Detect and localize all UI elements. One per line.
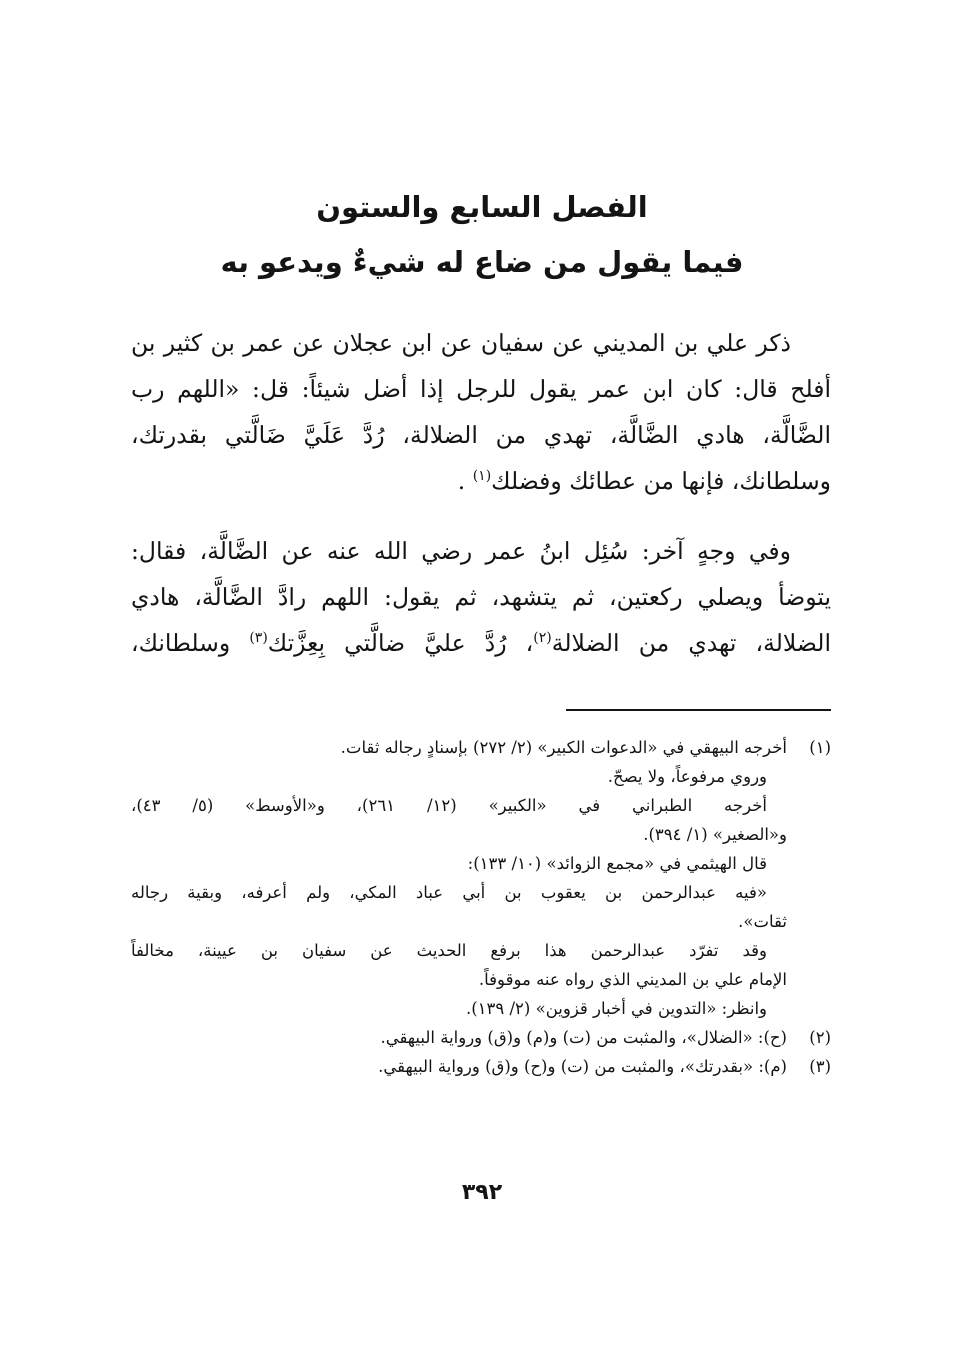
- footnote-1-line-7: ثقات».: [738, 912, 787, 931]
- paragraph-1-line-3: الضَّالَّة، هادي الضَّالَّة، تهدي من الضلالة، رُدَّ عَلَيَّ ضَالَّتي بقدرتك،: [131, 421, 831, 449]
- paragraph-1: [131, 320, 831, 504]
- paragraph-2: [131, 528, 831, 666]
- paragraph-2-line-1: وفي وجهٍ آخر: سُئِل ابنُ عمر رضي الله عنه عن الضَّالَّة، فقال:: [131, 537, 791, 565]
- footnote-1-line-5: قال الهيثمي في «مجمع الزوائد» (١٠/ ١٣٣):: [467, 854, 767, 873]
- footnote-3: [131, 1052, 831, 1081]
- footnote-1-line-3: أخرجه الطبراني في «الكبير» (١٢/ ٢٦١)، و«الأوسط» (٥/ ٤٣)،: [131, 796, 767, 815]
- footnote-ref-3[interactable]: (٣): [249, 630, 268, 647]
- footnote-2: [131, 1023, 831, 1052]
- footnote-3-text: (م): «بقدرتك»، والمثبت من (ت) و(ح) و(ق) ورواية البيهقي.: [378, 1057, 787, 1076]
- paragraph-2-line-3: [131, 620, 831, 666]
- footnote-3-number: (٣): [809, 1057, 831, 1076]
- footnote-1-line-4: و«الصغير» (١/ ٣٩٤).: [643, 825, 787, 844]
- page-number: ٣٩٢: [461, 1180, 503, 1205]
- footnote-1-text-1: أخرجه البيهقي في «الدعوات الكبير» (٢/ ٢٧٢) بإسنادٍ رجاله ثقات.: [340, 738, 787, 757]
- footnote-1-number: (١): [809, 738, 831, 757]
- paragraph-2-line-3-part-a: الضلالة، تهدي من الضلالة: [551, 629, 831, 657]
- footnote-ref-2[interactable]: (٢): [533, 630, 552, 647]
- footnotes: [131, 733, 831, 1081]
- paragraph-2-line-3-part-c: وسلطانك،: [131, 629, 250, 657]
- paragraph-2-line-3-part-b: ، رُدَّ عليَّ ضالَّتي بِعِزَّتك: [267, 629, 534, 657]
- paragraph-1-line-2: أفلح قال: كان ابن عمر يقول للرجل إذا أضل شيئاً: قل: «اللهم رب: [131, 375, 831, 403]
- paragraph-1-line-1: ذكر علي بن المديني عن سفيان عن ابن عجلان عن عمر بن كثير بن: [131, 329, 791, 357]
- paragraph-1-line-4-end: .: [457, 467, 466, 495]
- footnote-1-line-1: [131, 733, 831, 762]
- footnote-1-line-10: وانظر: «التدوين في أخبار قزوين» (٢/ ١٣٩).: [465, 999, 767, 1018]
- footnote-1-line-8: وقد تفرّد عبدالرحمن هذا برفع الحديث عن سفيان بن عيينة، مخالفاً: [131, 941, 767, 960]
- footnote-ref-1[interactable]: (١): [472, 468, 492, 485]
- footnote-1-line-9: الإمام علي بن المديني الذي رواه عنه موقوفاً.: [478, 970, 787, 989]
- footnote-1-line-2: وروي مرفوعاً، ولا يصحّ.: [607, 767, 767, 786]
- paragraph-1-line-4: [131, 458, 831, 504]
- footnote-2-number: (٢): [809, 1028, 831, 1047]
- chapter-subtitle: فيما يقول من ضاع له شيءٌ ويدعو به: [220, 245, 744, 279]
- chapter-title: الفصل السابع والستون: [316, 190, 648, 224]
- footnote-separator: [566, 709, 831, 711]
- paragraph-2-line-2: يتوضأ ويصلي ركعتين، ثم يتشهد، ثم يقول: اللهم رادَّ الضَّالَّة، هادي: [131, 583, 831, 611]
- footnote-2-text: (ح): «الضلال»، والمثبت من (ت) و(م) و(ق) ورواية البيهقي.: [380, 1028, 787, 1047]
- paragraph-1-line-4-text: وسلطانك، فإنها من عطائك وفضلك: [491, 467, 831, 495]
- footnote-1-line-6: «فيه عبدالرحمن بن يعقوب بن أبي عباد المكي، ولم أعرفه، وبقية رجاله: [131, 883, 767, 902]
